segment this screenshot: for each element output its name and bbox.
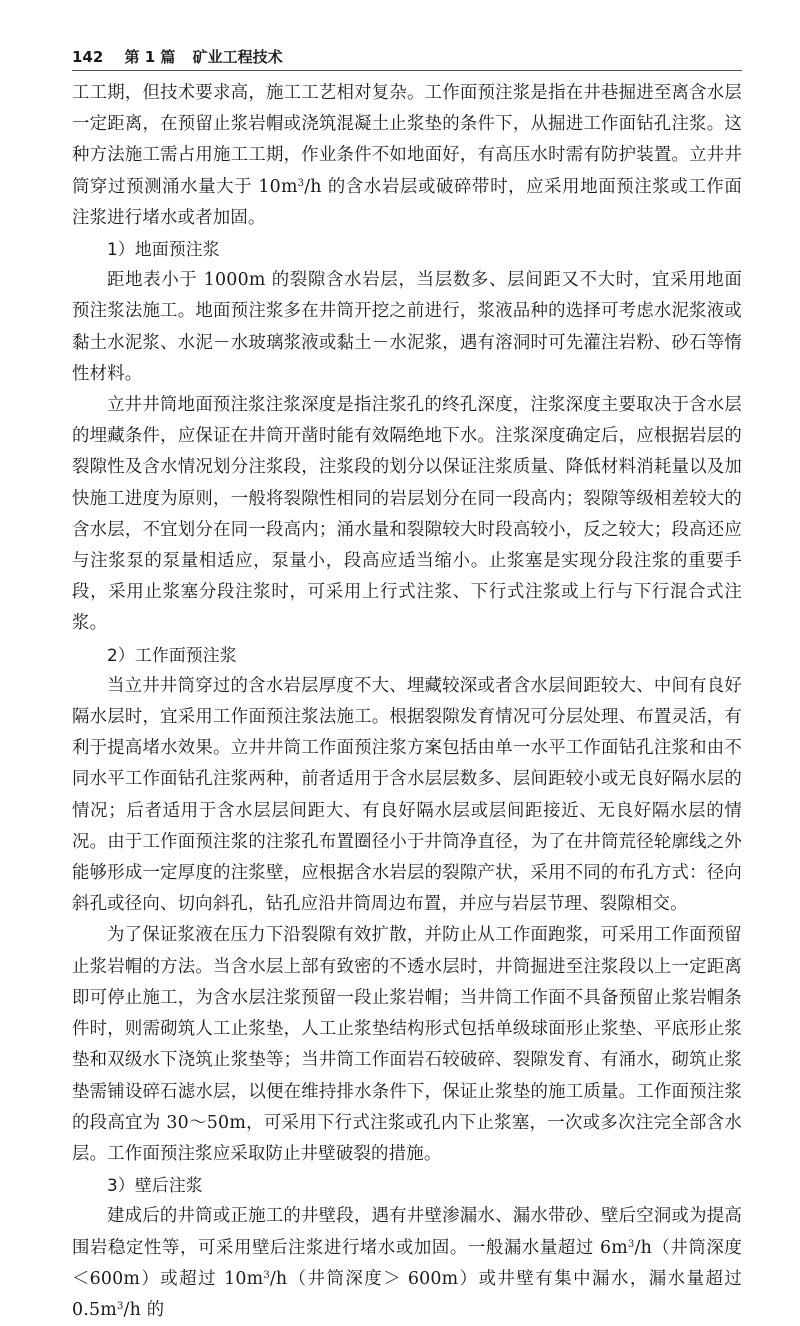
unit-superscript: 3 xyxy=(297,177,305,189)
paragraph: 距地表小于 1000m 的裂隙含水岩层，当层数多、层间距又不大时，宜采用地面预注浆法施工。地面预注浆多在井筒开挖之前进行，浆液品种的选择可考虑水泥浆液或黏土水泥浆、水泥－水玻璃浆液或黏土－水泥浆，遇有溶洞时可先灌注岩粉、砂石等惰性材料。 xyxy=(72,270,742,384)
unit-superscript: 3 xyxy=(627,1238,635,1250)
part-label: 第 1 篇 xyxy=(124,48,176,66)
unit-superscript: 3 xyxy=(263,1269,270,1281)
section-heading-wall-grouting: 3）壁后注浆 xyxy=(107,1175,203,1196)
page-header xyxy=(72,44,742,71)
section-heading-face-grouting: 2）工作面预注浆 xyxy=(107,644,237,665)
text-run: /h（井筒深度＜600m）或超过 10m xyxy=(72,1237,742,1289)
intro-text: 工工期，但技术要求高，施工工艺相对复杂。工作面预注浆是指在井巷掘进至离含水层一定距离，在预留止浆岩帽或浇筑混凝土止浆垫的条件下，从掘进工作面钻孔注浆。这种方法施工需占用施工工期，作业条件不如地面好，有高压水时需有防护装置。立井井筒穿过预测涌水量大于 10m xyxy=(72,83,742,197)
paragraph: 当立井井筒穿过的含水岩层厚度不大、埋藏较深或者含水层间距较大、中间有良好隔水层时，宜采用工作面预注浆法施工。根据裂隙发育情况可分层处理、布置灵活，有利于提高堵水效果。立井井筒工作面预注浆方案包括由单一水平工作面钻孔注浆和由不同水平工作面钻孔注浆两种，前者适用于含水层层数多、层间距较小或无良好隔水层的情况；后者适用于含水层层间距大、有良好隔水层或层间距接近、无良好隔水层的情况。由于工作面预注浆的注浆孔布置圈径小于井筒净直径，为了在井筒荒径轮廓线之外能够形成一定厚度的注浆壁，应根据含水岩层的裂隙产状，采用不同的布孔方式：径向斜孔或径向、切向斜孔，钻孔应沿井筒周边布置，并应与岩层节理、裂隙相交。 xyxy=(72,675,742,915)
running-title: 矿业工程技术 xyxy=(192,48,283,66)
intro-paragraph xyxy=(72,78,742,234)
text-run: /h 的 xyxy=(123,1299,165,1320)
paragraph: 为了保证浆液在压力下沿裂隙有效扩散，并防止从工作面跑浆，可采用工作面预留止浆岩帽的方法。当含水层上部有致密的不透水层时，井筒掘进至注浆段以上一定距离即可停止施工，为含水层注浆预留一段止浆岩帽；当井筒工作面不具备预留止浆岩帽条件时，则需砌筑人工止浆垫，人工止浆垫结构形式包括单级球面形止浆垫、平底形止浆垫和双级水下浇筑止浆垫等；当井筒工作面岩石较破碎、裂隙发育、有涌水，砌筑止浆垫需铺设碎石滤水层，以便在维持排水条件下，保证止浆垫的施工质量。工作面预注浆的段高宜为 30～50m，可采用下行式注浆或孔内下止浆塞，一次或多次注完全部含水层。工作面预注浆应采取防止井壁破裂的措施。 xyxy=(72,925,742,1164)
text-run: /h（井筒深度＞ 600m）或井壁有集中漏水，漏水量超过 0.5m xyxy=(72,1268,742,1320)
intro-text-tail: /h 的含水岩层或破碎带时，应采用地面预注浆或工作面注浆进行堵水或者加固。 xyxy=(72,176,743,228)
paragraph xyxy=(72,1201,742,1326)
paragraph: 立井井筒地面预注浆注浆深度是指注浆孔的终孔深度，注浆深度主要取决于含水层的埋藏条件，应保证在井筒开凿时能有效隔绝地下水。注浆深度确定后，应根据岩层的裂隙性及含水情况划分注浆段，注浆段的划分以保证注浆质量、降低材料消耗量以及加快施工进度为原则，一般将裂隙性相同的岩层划分在同一段高内；裂隙等级相差较大的含水层，不宜划分在同一段高内；涌水量和裂隙较大时段高较小，反之较大；段高还应与注浆泵的泵量相适应，泵量小，段高应适当缩小。止浆塞是实现分段注浆的重要手段，采用止浆塞分段注浆时，可采用上行式注浆、下行式注浆或上行与下行混合式注浆。 xyxy=(72,395,742,634)
section-heading-ground-grouting: 1）地面预注浆 xyxy=(107,239,220,260)
text-run: 建成后的井筒或正施工的井壁段，遇有井壁渗漏水、漏水带砂、壁后空洞或为提高围岩稳定性等，可采用壁后注浆进行堵水或加固。一般漏水量超过 6m xyxy=(72,1206,742,1258)
unit-superscript: 3 xyxy=(116,1300,124,1312)
body-text xyxy=(72,78,742,1326)
page-number: 142 xyxy=(72,48,104,66)
